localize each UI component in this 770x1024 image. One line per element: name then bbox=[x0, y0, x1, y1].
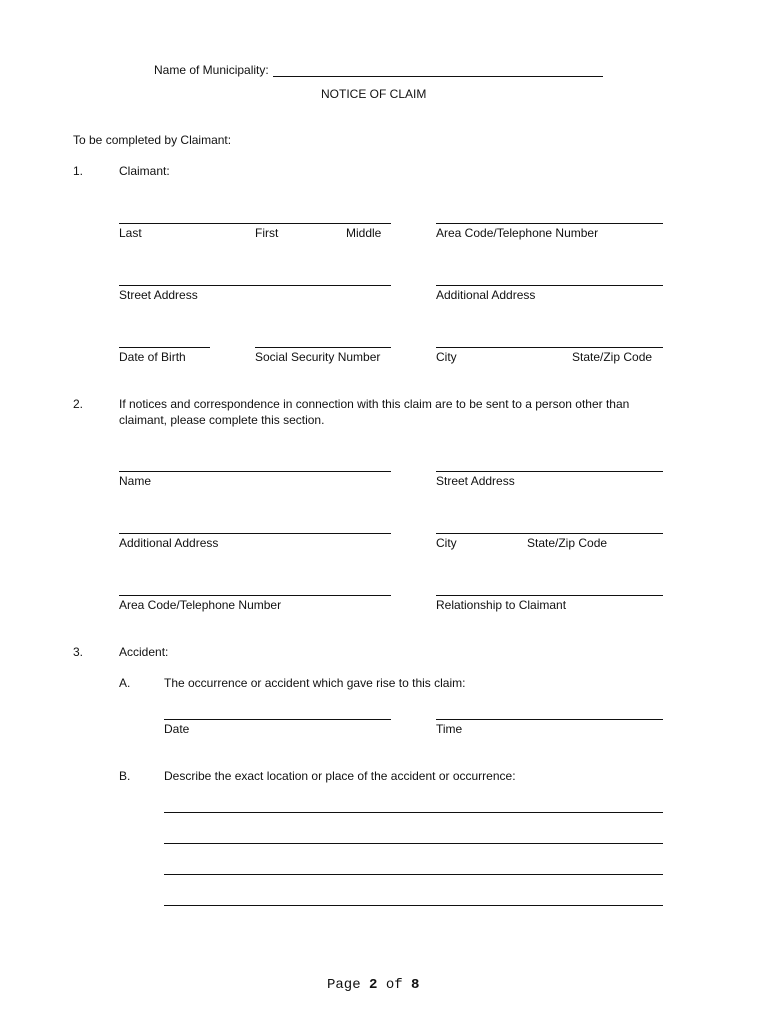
label-dob: Date of Birth bbox=[119, 350, 186, 364]
label-last: Last bbox=[119, 226, 142, 240]
claimant-city-line[interactable] bbox=[436, 347, 663, 348]
label-city: City bbox=[436, 350, 457, 364]
section-2-number: 2. bbox=[73, 397, 84, 411]
label-additional: Additional Address bbox=[436, 288, 536, 302]
label-first: First bbox=[255, 226, 279, 240]
subsection-b-label: B. bbox=[119, 769, 131, 783]
intro-text: To be completed by Claimant: bbox=[73, 133, 232, 147]
label-contact-relationship: Relationship to Claimant bbox=[436, 598, 567, 612]
contact-name-line[interactable] bbox=[119, 471, 391, 472]
location-line-2[interactable] bbox=[164, 843, 663, 844]
accident-time-line[interactable] bbox=[436, 719, 663, 720]
location-line-1[interactable] bbox=[164, 812, 663, 813]
label-state-zip: State/Zip Code bbox=[572, 350, 653, 364]
label-middle: Middle bbox=[346, 226, 382, 240]
contact-additional-line[interactable] bbox=[119, 533, 391, 534]
of-word: of bbox=[385, 977, 403, 993]
label-ssn: Social Security Number bbox=[255, 350, 381, 364]
label-date: Date bbox=[164, 722, 190, 736]
claimant-ssn-line[interactable] bbox=[255, 347, 391, 348]
label-contact-state-zip: State/Zip Code bbox=[527, 536, 608, 550]
subsection-a-label: A. bbox=[119, 676, 131, 690]
subsection-b-text: Describe the exact location or place of the accident or occurrence: bbox=[164, 769, 516, 783]
location-line-4[interactable] bbox=[164, 905, 663, 906]
section-2-text-line-2: claimant, please complete this section. bbox=[119, 413, 325, 427]
label-phone: Area Code/Telephone Number bbox=[436, 226, 599, 240]
label-street: Street Address bbox=[119, 288, 198, 302]
section-1-heading: Claimant: bbox=[119, 164, 170, 178]
total-pages: 8 bbox=[411, 977, 420, 993]
label-contact-street: Street Address bbox=[436, 474, 515, 488]
label-time: Time bbox=[436, 722, 463, 736]
municipality-label: Name of Municipality: bbox=[154, 63, 269, 77]
section-3-heading: Accident: bbox=[119, 645, 169, 659]
label-contact-name: Name bbox=[119, 474, 152, 488]
current-page: 2 bbox=[369, 977, 378, 993]
municipality-field-line[interactable] bbox=[273, 76, 603, 77]
claimant-name-line[interactable] bbox=[119, 223, 391, 224]
section-1-number: 1. bbox=[73, 164, 84, 178]
contact-phone-line[interactable] bbox=[119, 595, 391, 596]
subsection-a-text: The occurrence or accident which gave rise to this claim: bbox=[164, 676, 466, 690]
location-line-3[interactable] bbox=[164, 874, 663, 875]
page-word: Page bbox=[327, 977, 361, 993]
accident-date-line[interactable] bbox=[164, 719, 391, 720]
page-title: NOTICE OF CLAIM bbox=[321, 87, 427, 101]
contact-city-line[interactable] bbox=[436, 533, 663, 534]
label-contact-phone: Area Code/Telephone Number bbox=[119, 598, 282, 612]
claimant-dob-line[interactable] bbox=[119, 347, 210, 348]
claimant-additional-line[interactable] bbox=[436, 285, 663, 286]
contact-relationship-line[interactable] bbox=[436, 595, 663, 596]
claimant-phone-line[interactable] bbox=[436, 223, 663, 224]
claimant-street-line[interactable] bbox=[119, 285, 391, 286]
label-contact-city: City bbox=[436, 536, 457, 550]
label-contact-additional: Additional Address bbox=[119, 536, 219, 550]
page-indicator bbox=[327, 977, 419, 993]
section-3-number: 3. bbox=[73, 645, 84, 659]
section-2-text-line-1: If notices and correspondence in connection with this claim are to be sent to a person other than bbox=[119, 397, 630, 411]
contact-street-line[interactable] bbox=[436, 471, 663, 472]
